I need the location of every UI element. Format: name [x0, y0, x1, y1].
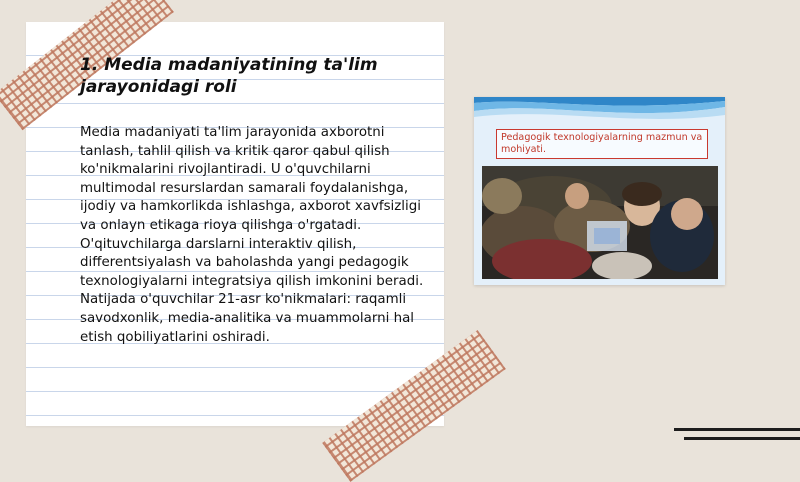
card-header-wave — [474, 97, 725, 127]
card-caption-box — [496, 129, 708, 159]
slide-body-text: Media madaniyati ta'lim jarayonida axborotni tanlash, tahlil qilish va kritik qaror qabul qilish ko'nikmalarini rivojlantiradi. U o'quvchilarni multimodal resurslardan samarali foydalanishga, ijodiy va hamkorlikda ishlashga, axborot xavfsizligi va onlayn etikaga rioya qilishga o'rgatadi. O'qituvchilarga darslarni interaktiv qilish, differentsiyalash va baholashda yangi pedagogik texnologiyalarni integratsiya qilish imkonini beradi. Natijada o'quvchilar 21-asr ko'nikmalari: raqamli savodxonlik, media-analitika va muammolarni hal etish qobiliyatlarini oshiradi. — [80, 125, 424, 345]
rule-line — [674, 428, 800, 431]
image-card — [474, 97, 725, 285]
slide-title: 1. Media madaniyatining ta'lim jarayonidagi roli — [80, 55, 378, 97]
rule-line — [684, 437, 800, 440]
decorative-rules — [674, 424, 800, 444]
classroom-photo — [482, 166, 718, 279]
card-caption: Pedagogik texnologiyalarning mazmun va mohiyati. — [501, 132, 703, 155]
